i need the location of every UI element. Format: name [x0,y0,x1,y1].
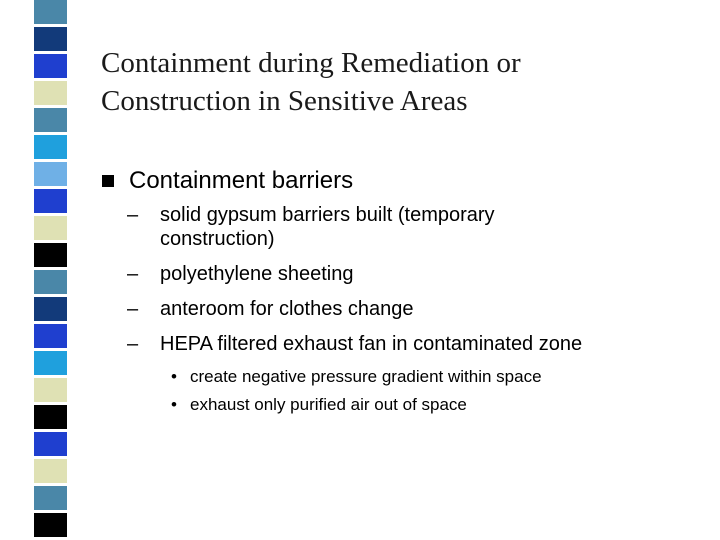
stripe-segment [34,324,67,348]
dash-marker: – [127,204,139,226]
decorative-color-stripe [34,0,67,540]
dash-marker: – [127,298,139,320]
sub-bullet [127,297,707,321]
sub-bullet [127,262,707,286]
stripe-segment [34,108,67,132]
sub-sub-bullet-list [171,366,691,422]
stripe-segment [34,189,67,213]
square-bullet-icon [102,175,114,187]
dot-marker: • [171,367,177,386]
sub-bullet-text: polyethylene sheeting [160,263,354,285]
stripe-segment [34,432,67,456]
stripe-segment [34,486,67,510]
sub-sub-bullet [171,394,691,415]
stripe-segment [34,243,67,267]
sub-bullet-list [127,203,707,367]
stripe-segment [34,216,67,240]
dot-marker: • [171,395,177,414]
stripe-segment [34,54,67,78]
sub-bullet-text: solid gypsum barriers built (temporary [160,204,495,226]
sub-bullet-text: HEPA filtered exhaust fan in contaminated zone [160,333,583,355]
stripe-segment [34,405,67,429]
stripe-segment [34,0,67,24]
stripe-segment [34,459,67,483]
sub-bullet-text: construction) [160,228,275,250]
stripe-segment [34,27,67,51]
dash-marker: – [127,333,139,355]
stripe-segment [34,513,67,537]
slide-title [101,44,701,120]
sub-sub-bullet-text: create negative pressure gradient within space [190,367,542,386]
sub-sub-bullet [171,366,691,387]
sub-bullet-text: anteroom for clothes change [160,298,414,320]
stripe-segment [34,270,67,294]
stripe-segment [34,135,67,159]
slide-title-line-1: Containment during Remediation or [101,47,521,79]
main-bullet-text: Containment barriers [129,167,354,194]
stripe-segment [34,81,67,105]
sub-bullet [127,332,707,356]
stripe-segment [34,297,67,321]
sub-bullet [127,203,707,251]
stripe-segment [34,162,67,186]
slide-title-line-2: Construction in Sensitive Areas [101,85,468,117]
sub-sub-bullet-text: exhaust only purified air out of space [190,395,467,414]
dash-marker: – [127,263,139,285]
stripe-segment [34,378,67,402]
stripe-segment [34,351,67,375]
